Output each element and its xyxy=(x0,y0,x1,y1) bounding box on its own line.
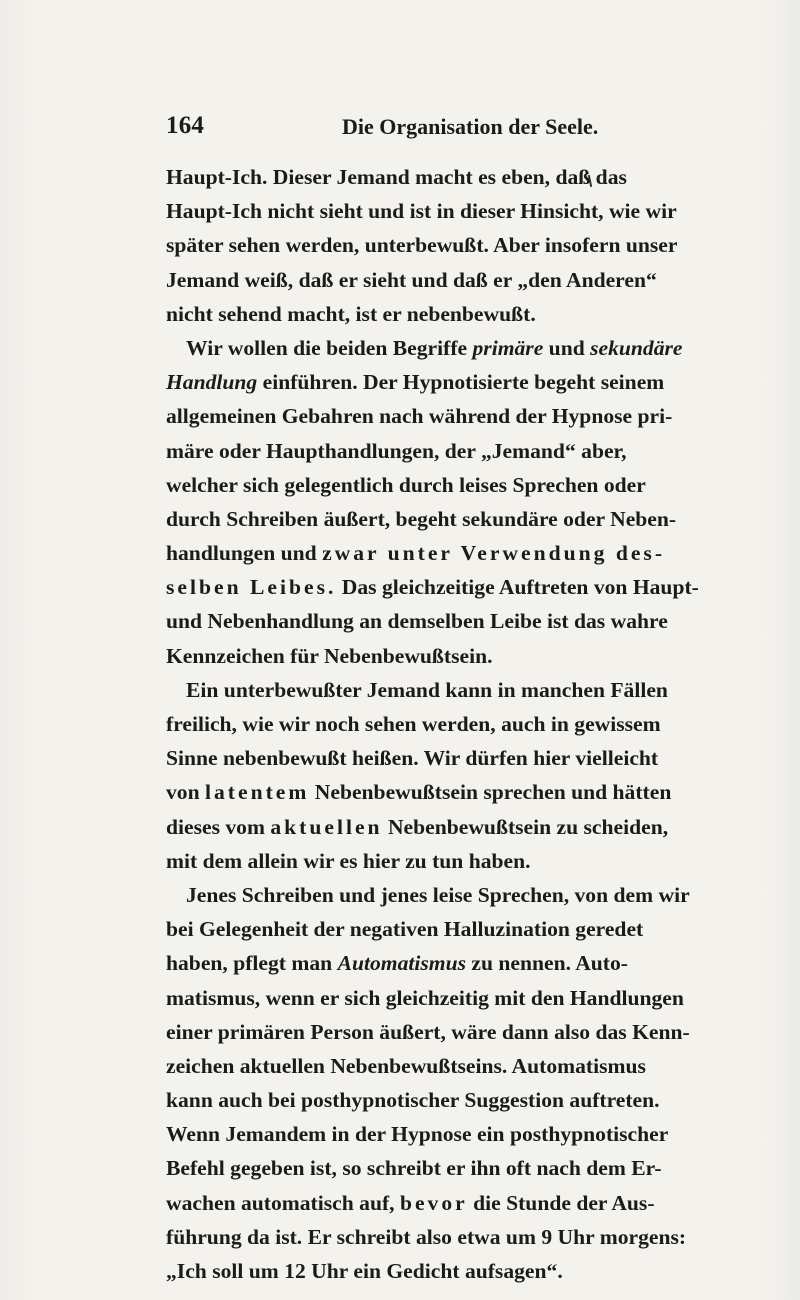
spaced-emphasis-text: zwar unter Verwendung des- xyxy=(322,541,666,566)
spaced-emphasis-text: bevor xyxy=(399,1190,468,1215)
text-run: und xyxy=(543,335,591,360)
text-run: zu nennen. Auto- xyxy=(466,951,628,976)
text-run: von xyxy=(166,780,206,805)
text-line: Kennzeichen für Nebenbewußtsein. xyxy=(166,643,493,668)
text-run: Das gleichzeitige Auftreten von Haupt- xyxy=(336,575,699,600)
text-line: kann auch bei posthypnotischer Suggestion auftreten. xyxy=(166,1088,660,1113)
text-line: mit dem allein wir es hier zu tun haben. xyxy=(166,848,531,873)
text-run: die Stunde der Aus- xyxy=(467,1190,655,1215)
text-line xyxy=(166,1186,655,1220)
text-line: Haupt-Ich nicht sieht und ist in dieser Hinsicht, wie wir xyxy=(166,199,677,224)
text-line xyxy=(166,536,666,570)
text-line: märe oder Haupthandlungen, der „Jemand“ aber, xyxy=(166,438,627,463)
text-line xyxy=(166,570,699,604)
text-line: einer primären Person äußert, wäre dann also das Kenn- xyxy=(166,1019,690,1044)
text-run: wachen automatisch auf, xyxy=(166,1190,400,1215)
emphasis-text: sekundäre xyxy=(590,335,683,360)
body-text xyxy=(166,160,699,1288)
emphasis-text: Handlung xyxy=(166,370,258,395)
text-line xyxy=(166,365,665,399)
text-line: Sinne nebenbewußt heißen. Wir dürfen hier vielleicht xyxy=(166,746,659,771)
text-run: einführen. Der Hypnotisierte begeht seinem xyxy=(257,370,665,395)
text-line: später sehen werden, unterbewußt. Aber insofern unser xyxy=(166,233,678,258)
emphasis-text: Automatismus xyxy=(337,951,466,976)
text-run: Nebenbewußtsein zu scheiden, xyxy=(382,814,669,839)
running-head: Die Organisation der Seele. xyxy=(342,114,599,139)
emphasis-text: primäre xyxy=(472,335,544,360)
text-line: und Nebenhandlung an demselben Leibe ist das wahre xyxy=(166,609,668,634)
text-line xyxy=(166,775,672,809)
page-number: 164 xyxy=(166,112,205,139)
text-line: Haupt-Ich. Dieser Jemand macht es eben, daß das xyxy=(166,165,627,189)
text-line: Wenn Jemandem in der Hypnose ein posthypnotischer xyxy=(166,1122,669,1147)
spaced-emphasis-text: aktuellen xyxy=(270,814,383,839)
text-line: Jenes Schreiben und jenes leise Sprechen, von dem wir xyxy=(186,882,690,907)
page-header xyxy=(166,112,599,146)
text-run: Wir wollen die beiden Begriffe xyxy=(186,335,473,360)
text-line xyxy=(166,810,669,844)
text-line: führung da ist. Er schreibt also etwa um 9 Uhr morgens: xyxy=(166,1224,687,1249)
text-line: „Ich soll um 12 Uhr ein Gedicht aufsagen“. xyxy=(166,1259,563,1283)
text-line: freilich, wie wir noch sehen werden, auch in gewissem xyxy=(166,712,661,736)
text-line: durch Schreiben äußert, begeht sekundäre oder Neben- xyxy=(166,506,677,531)
text-line: zeichen aktuellen Nebenbewußtseins. Automatismus xyxy=(166,1053,646,1078)
text-run: dieses vom xyxy=(166,814,271,839)
text-run: haben, pflegt man xyxy=(166,951,338,976)
spaced-emphasis-text: latentem xyxy=(205,780,310,805)
text-line xyxy=(166,331,683,365)
text-line: bei Gelegenheit der negativen Halluzination geredet xyxy=(166,917,644,942)
text-line: Jemand weiß, daß er sieht und daß er „den Anderen“ xyxy=(166,267,657,292)
text-run: handlungen und xyxy=(166,541,323,566)
text-run: Nebenbewußtsein sprechen und hätten xyxy=(309,780,672,805)
text-line xyxy=(166,946,628,980)
text-line: welcher sich gelegentlich durch leises Sprechen oder xyxy=(166,472,646,497)
text-line: allgemeinen Gebahren nach während der Hypnose pri- xyxy=(166,404,673,429)
text-line: Ein unterbewußter Jemand kann in manchen Fällen xyxy=(186,677,668,702)
text-line: matismus, wenn er sich gleichzeitig mit den Handlungen xyxy=(166,985,684,1010)
spaced-emphasis-text: selben Leibes. xyxy=(166,575,337,600)
text-line: Befehl gegeben ist, so schreibt er ihn oft nach dem Er- xyxy=(166,1156,662,1181)
text-line: nicht sehend macht, ist er nebenbewußt. xyxy=(166,301,536,326)
